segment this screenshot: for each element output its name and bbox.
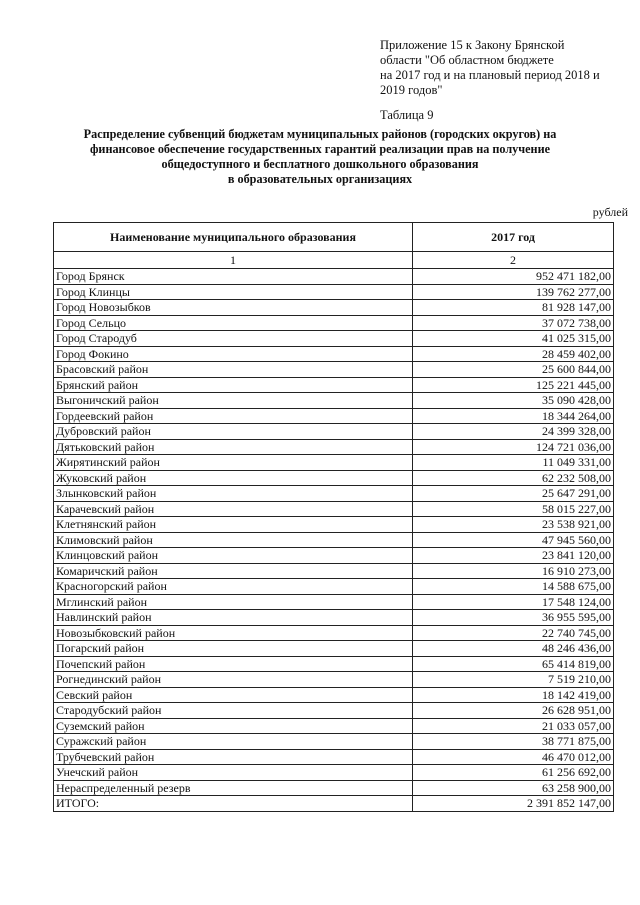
municipality-name: Мглинский район [54,594,413,610]
appendix-line: на 2017 год и на плановый период 2018 и [380,68,600,82]
title-line: финансовое обеспечение государственных гарантий реализации прав на получение [89,142,551,156]
subsidy-amount: 38 771 875,00 [413,734,614,750]
table-row [54,284,614,300]
subsidy-amount: 17 548 124,00 [413,594,614,610]
municipality-name: Выгоничский район [54,393,413,409]
municipality-name: Злынковский район [54,486,413,502]
table-row [54,501,614,517]
title-line: Распределение субвенций бюджетам муниципальных районов (городских округов) на [83,127,557,141]
table-row [54,393,614,409]
municipality-name: Навлинский район [54,610,413,626]
municipality-name: Трубчевский район [54,749,413,765]
subsidy-amount: 65 414 819,00 [413,656,614,672]
table-row [54,563,614,579]
table-row [54,656,614,672]
municipality-name: Жирятинский район [54,455,413,471]
municipality-name: Жуковский район [54,470,413,486]
table-row [54,408,614,424]
municipality-name: Суражский район [54,734,413,750]
municipality-name: Город Брянск [54,269,413,285]
subsidy-amount: 23 538 921,00 [413,517,614,533]
subsidy-amount: 2 391 852 147,00 [413,796,614,812]
table-row [54,377,614,393]
table-row [54,424,614,440]
municipality-name: Рогнединский район [54,672,413,688]
subsidy-amount: 21 033 057,00 [413,718,614,734]
subsidy-amount: 36 955 595,00 [413,610,614,626]
table-row [54,718,614,734]
table-row [54,455,614,471]
municipality-name: Город Сельцо [54,315,413,331]
municipality-name: Севский район [54,687,413,703]
table-row [54,315,614,331]
subsidy-amount: 37 072 738,00 [413,315,614,331]
table-row [54,796,614,812]
column-header-year: 2017 год [413,223,614,252]
column-index: 2 [413,252,614,269]
table-row [54,610,614,626]
municipality-name: Нераспределенный резерв [54,780,413,796]
municipality-name: Брасовский район [54,362,413,378]
appendix-line: Приложение 15 к Закону Брянской [380,38,565,52]
table-row [54,672,614,688]
municipality-name: Дубровский район [54,424,413,440]
table-row [54,625,614,641]
table-header-row [54,223,614,252]
column-index: 1 [54,252,413,269]
municipality-name: Унечский район [54,765,413,781]
subsidy-amount: 7 519 210,00 [413,672,614,688]
municipality-name: Суземский район [54,718,413,734]
table-row [54,331,614,347]
subsidy-amount: 62 232 508,00 [413,470,614,486]
table-row [54,439,614,455]
document-title [70,127,570,187]
title-line: в образовательных организациях [227,172,413,186]
table-row [54,486,614,502]
subsidy-amount: 25 600 844,00 [413,362,614,378]
municipality-name: Климовский район [54,532,413,548]
table-row [54,765,614,781]
municipality-name: Брянский район [54,377,413,393]
subsidy-amount: 81 928 147,00 [413,300,614,316]
table-label: Таблица 9 [380,108,434,122]
subsidy-amount: 46 470 012,00 [413,749,614,765]
municipality-name: ИТОГО: [54,796,413,812]
table-row [54,548,614,564]
subsidy-amount: 11 049 331,00 [413,455,614,471]
subsidy-amount: 952 471 182,00 [413,269,614,285]
column-index-row [54,252,614,269]
subsidy-table [53,222,614,812]
subsidy-amount: 41 025 315,00 [413,331,614,347]
subsidy-amount: 28 459 402,00 [413,346,614,362]
title-line: общедоступного и бесплатного дошкольного образования [161,157,479,171]
subsidy-amount: 125 221 445,00 [413,377,614,393]
municipality-name: Комаричский район [54,563,413,579]
municipality-name: Город Фокино [54,346,413,362]
municipality-name: Дятьковский район [54,439,413,455]
table-row [54,687,614,703]
table-row [54,749,614,765]
subsidy-amount: 139 762 277,00 [413,284,614,300]
municipality-name: Город Клинцы [54,284,413,300]
municipality-name: Клинцовский район [54,548,413,564]
municipality-name: Погарский район [54,641,413,657]
municipality-name: Гордеевский район [54,408,413,424]
table-row [54,269,614,285]
table-row [54,734,614,750]
appendix-note [380,38,620,98]
table-row [54,532,614,548]
subsidy-amount: 124 721 036,00 [413,439,614,455]
subsidy-amount: 61 256 692,00 [413,765,614,781]
table-row [54,594,614,610]
subsidy-amount: 47 945 560,00 [413,532,614,548]
subsidy-amount: 18 142 419,00 [413,687,614,703]
subsidy-amount: 25 647 291,00 [413,486,614,502]
subsidy-amount: 63 258 900,00 [413,780,614,796]
subsidy-amount: 24 399 328,00 [413,424,614,440]
municipality-name: Карачевский район [54,501,413,517]
table-row [54,300,614,316]
subsidy-amount: 26 628 951,00 [413,703,614,719]
municipality-name: Стародубский район [54,703,413,719]
table-row [54,346,614,362]
table-row [54,703,614,719]
appendix-line: области "Об областном бюджете [380,53,554,67]
municipality-name: Город Стародуб [54,331,413,347]
municipality-name: Новозыбковский район [54,625,413,641]
subsidy-amount: 22 740 745,00 [413,625,614,641]
units-label: рублей [592,205,628,219]
municipality-name: Город Новозыбков [54,300,413,316]
table-row [54,362,614,378]
column-header-name: Наименование муниципального образования [54,223,413,252]
subsidy-amount: 14 588 675,00 [413,579,614,595]
table-row [54,780,614,796]
subsidy-amount: 35 090 428,00 [413,393,614,409]
subsidy-amount: 18 344 264,00 [413,408,614,424]
subsidy-amount: 23 841 120,00 [413,548,614,564]
table-row [54,517,614,533]
subsidy-amount: 48 246 436,00 [413,641,614,657]
subsidy-amount: 58 015 227,00 [413,501,614,517]
municipality-name: Почепский район [54,656,413,672]
municipality-name: Красногорский район [54,579,413,595]
table-row [54,579,614,595]
table-row [54,470,614,486]
subsidy-amount: 16 910 273,00 [413,563,614,579]
appendix-line: 2019 годов" [380,83,443,97]
table-row [54,641,614,657]
municipality-name: Клетнянский район [54,517,413,533]
